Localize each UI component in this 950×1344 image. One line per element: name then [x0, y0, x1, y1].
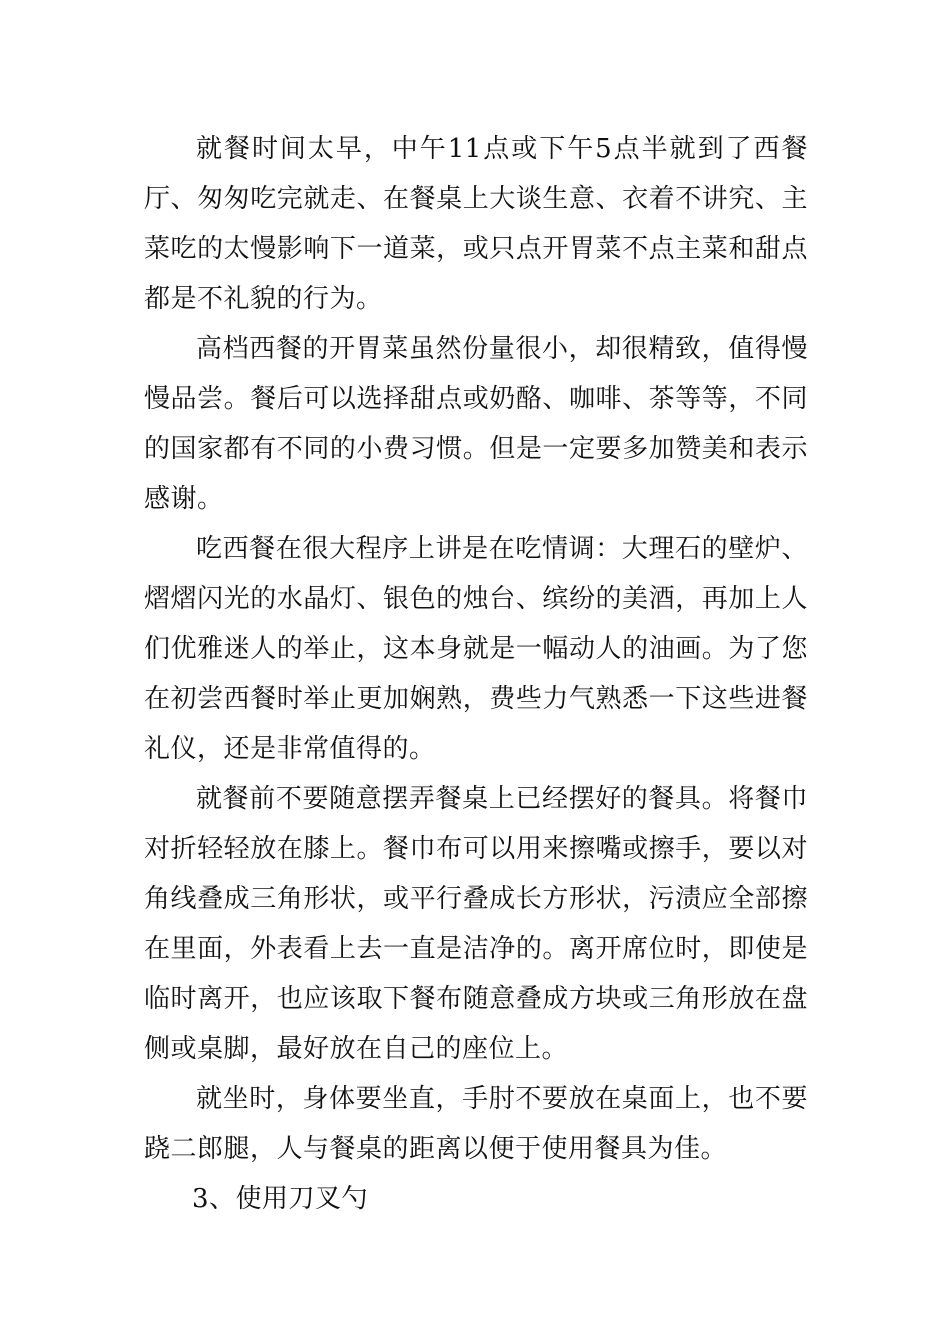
paragraph-ambience: 吃西餐在很大程序上讲是在吃情调：大理石的壁炉、熠熠闪光的水晶灯、银色的烛台、缤纷的美酒，再加上人们优雅迷人的举止，这本身就是一幅动人的油画。为了您在初尝西餐时举止更加娴熟，费些力气熟悉一下这些进餐礼仪，还是非常值得的。 — [144, 534, 808, 764]
paragraph-posture: 就坐时，身体要坐直，手肘不要放在桌面上，也不要跷二郎腿，人与餐桌的距离以便于使用餐具为佳。 — [144, 1084, 808, 1164]
paragraph-napkin: 就餐前不要随意摆弄餐桌上已经摆好的餐具。将餐巾对折轻轻放在膝上。餐巾布可以用来擦嘴或擦手，要以对角线叠成三角形状，或平行叠成长方形状，污渍应全部擦在里面，外表看上去一直是洁净的。离开席位时，即使是临时离开，也应该取下餐布随意叠成方块或三角形放在盘侧或桌脚，最好放在自己的座位上。 — [144, 784, 808, 1064]
paragraph-appetizer: 高档西餐的开胃菜虽然份量很小，却很精致，值得慢慢品尝。餐后可以选择甜点或奶酪、咖啡、茶等等，不同的国家都有不同的小费习惯。但是一定要多加赞美和表示感谢。 — [144, 334, 808, 514]
paragraph-dining-time: 就餐时间太早，中午11点或下午5点半就到了西餐厅、匆匆吃完就走、在餐桌上大谈生意、衣着不讲究、主菜吃的太慢影响下一道菜，或只点开胃菜不点主菜和甜点都是不礼貌的行为。 — [144, 134, 808, 314]
document-body — [144, 124, 808, 1224]
section-heading: 3、使用刀叉勺 — [192, 1184, 369, 1214]
